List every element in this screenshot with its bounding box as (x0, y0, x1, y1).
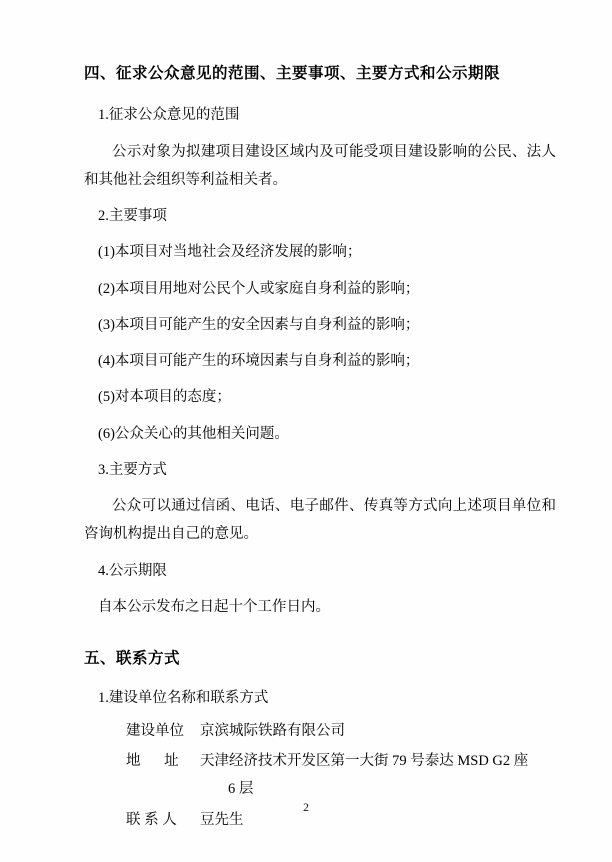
section-heading-4: 四、征求公众意见的范围、主要事项、主要方式和公示期限 (84, 65, 501, 82)
paragraph-4-3: 公众可以通过信函、电话、电子邮件、传真等方式向上述项目单位和咨询机构提出自己的意见。 (84, 498, 556, 543)
contact-value-unit: 京滨城际铁路有限公司 (200, 722, 345, 739)
contact-label-unit: 建设单位 (126, 722, 184, 739)
list-item-4-2-2: (2)本项目用地对公民个人或家庭自身利益的影响； (98, 280, 420, 297)
list-item-4-2-1: (1)本项目对当地社会及经济发展的影响； (98, 244, 362, 261)
contact-value-address (200, 747, 556, 804)
contact-label-address: 地 址 (126, 753, 189, 770)
list-item-4-2-3: (3)本项目可能产生的安全因素与自身利益的影响； (98, 316, 420, 333)
contact-row (56, 747, 556, 804)
contact-label-person: 联 系 人 (126, 811, 177, 828)
contact-row (56, 717, 556, 745)
contact-value-address-line1: 天津经济技术开发区第一大街 79 号泰达 MSD G2 座 (200, 753, 529, 770)
paragraph-4-1: 公示对象为拟建项目建设区域内及可能受项目建设影响的公民、法人和其他社会组织等利益相关者。 (84, 143, 556, 188)
contact-value-person: 豆先生 (200, 811, 244, 828)
subheading-4-1: 1.征求公众意见的范围 (98, 107, 240, 124)
list-item-4-2-4: (4)本项目可能产生的环境因素与自身利益的影响； (98, 353, 420, 370)
contact-value-address-line2: 6 层 (228, 781, 254, 798)
list-item-4-2-5: (5)对本项目的态度； (98, 389, 231, 406)
subheading-4-2: 2.主要事项 (98, 208, 167, 225)
document-body (56, 62, 556, 834)
subheading-4-4: 4.公示期限 (98, 562, 167, 579)
section-heading-5: 五、联系方式 (84, 650, 181, 668)
subheading-4-3: 3.主要方式 (98, 461, 167, 478)
page-number: 2 (303, 802, 309, 814)
subheading-5-1: 1.建设单位名称和联系方式 (98, 690, 269, 707)
paragraph-4-4: 自本公示发布之日起十个工作日内。 (98, 598, 330, 615)
list-item-4-2-6: (6)公众关心的其他相关问题。 (98, 425, 289, 442)
